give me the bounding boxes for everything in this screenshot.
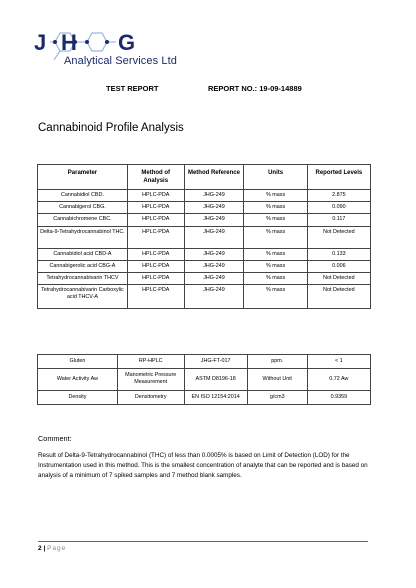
header-units: Units [244, 165, 307, 190]
cell: 0.090 [307, 202, 370, 214]
cell: Gluten [38, 355, 118, 369]
cell: 0.006 [307, 260, 370, 272]
cell: % mass [244, 202, 307, 214]
cell: JHG-249 [184, 248, 244, 260]
header-method: Method of Analysis [127, 165, 184, 190]
table-row [38, 248, 371, 260]
cell: JHG-249 [184, 190, 244, 202]
comment-body: Result of Delta-9-Tetrahydrocannabinol (THC) of less than 0.0005% is based on Limit of Detection (LOD) for the Instrumentation used in this method. This is the smallest concentration of analyte that can be reported and is based on analysis of a minimum of 7 spiked samples and 7 method blank samples. [38, 452, 368, 479]
page-footer [38, 545, 66, 552]
cell: HPLC-PDA [127, 248, 184, 260]
table-row [38, 369, 371, 390]
cell: HPLC-PDA [127, 273, 184, 285]
cell: Density [38, 390, 118, 404]
cell: RP-HPLC [117, 355, 184, 369]
cell: 0.133 [307, 248, 370, 260]
cell: HPLC-PDA [127, 285, 184, 309]
cell: Water Activity Aw [38, 369, 118, 390]
cell: Cannabidiol CBD. [38, 190, 128, 202]
cell: JHG-249 [184, 202, 244, 214]
cell: ppm. [247, 355, 307, 369]
cell: Not Detected [307, 273, 370, 285]
comment-title: Comment: [38, 434, 72, 443]
cell: % mass [244, 214, 307, 226]
cell: < 1 [307, 355, 370, 369]
cell: HPLC-PDA [127, 190, 184, 202]
cell: Without Unit [247, 369, 307, 390]
cell: Cannabigerol CBG. [38, 202, 128, 214]
cell: % mass [244, 285, 307, 309]
other-tests-table [37, 354, 371, 405]
cell: 2.875 [307, 190, 370, 202]
svg-text:G: G [118, 30, 136, 55]
cell: 0.9359 [307, 390, 370, 404]
cell: Cannabigerolic acid CBG-A [38, 260, 128, 272]
cell: HPLC-PDA [127, 226, 184, 248]
page-separator: | [43, 545, 46, 552]
company-logo [30, 30, 190, 74]
table-row [38, 214, 371, 226]
table-row [38, 202, 371, 214]
cell: HPLC-PDA [127, 214, 184, 226]
cell: JHG-249 [184, 285, 244, 309]
page-word: Page [47, 545, 67, 552]
cell: Delta-9-Tetrahydrocannabinol THC. [38, 226, 128, 248]
cell: % mass [244, 273, 307, 285]
cell: JHG-249 [184, 273, 244, 285]
cell: % mass [244, 190, 307, 202]
page-number: 2 [38, 545, 42, 552]
header-reference: Method Reference [184, 165, 244, 190]
table-row [38, 273, 371, 285]
cell: Not Detected [307, 285, 370, 309]
cell: JHG-249 [184, 214, 244, 226]
header-levels: Reported Levels [307, 165, 370, 190]
cell: % mass [244, 248, 307, 260]
cell: 0.72 Aw [307, 369, 370, 390]
table-row [38, 285, 371, 309]
svg-text:H: H [61, 30, 77, 55]
cell: JHG-FT-017 [184, 355, 247, 369]
cell: % mass [244, 260, 307, 272]
cell: HPLC-PDA [127, 260, 184, 272]
cannabinoid-table [37, 164, 371, 309]
cell: JHG-249 [184, 260, 244, 272]
report-label: TEST REPORT [106, 84, 159, 93]
cell: Densitometry [117, 390, 184, 404]
cell: Manometric Pressure Measurement [117, 369, 184, 390]
cell: 0.117 [307, 214, 370, 226]
table-row [38, 355, 371, 369]
company-subtitle: Analytical Services Ltd [64, 55, 177, 67]
section-title: Cannabinoid Profile Analysis [38, 122, 184, 134]
cell: Tetrahydrocannabivarin THCV [38, 273, 128, 285]
cell: JHG-249 [184, 226, 244, 248]
cell: ASTM D8196-18 [184, 369, 247, 390]
table-row [38, 190, 371, 202]
cell: HPLC-PDA [127, 202, 184, 214]
footer-divider [38, 541, 368, 542]
report-number: REPORT NO.: 19-09-14889 [208, 84, 302, 93]
table-header-row [38, 165, 371, 190]
cell: Tetrahydrocannabivarin Carboxylic acid THCV-A [38, 285, 128, 309]
svg-text:J: J [34, 30, 47, 55]
cell: Cannabichromene CBC. [38, 214, 128, 226]
table-row [38, 390, 371, 404]
cell: EN ISO 12154:2014 [184, 390, 247, 404]
cell: Not Detected [307, 226, 370, 248]
table-row [38, 226, 371, 248]
cell: g/cm3 [247, 390, 307, 404]
header-parameter: Parameter [38, 165, 128, 190]
cell: % mass [244, 226, 307, 248]
table-row [38, 260, 371, 272]
cell: Cannabidiol acid CBD-A [38, 248, 128, 260]
